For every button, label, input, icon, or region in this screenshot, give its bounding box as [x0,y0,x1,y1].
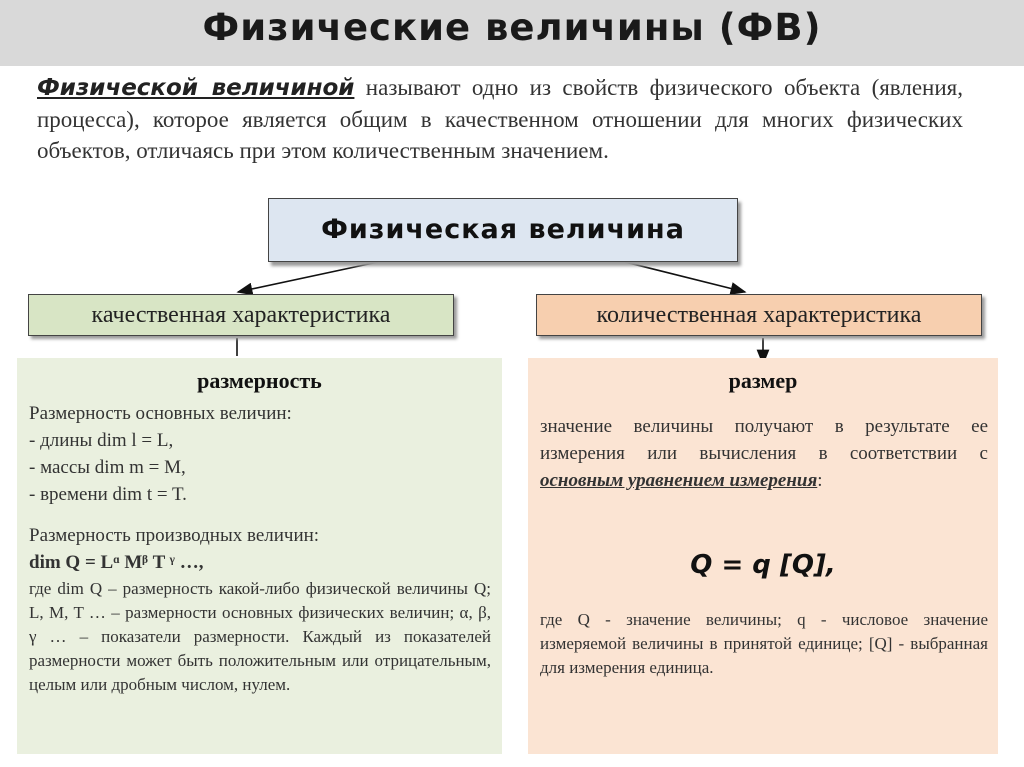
dimension-panel-title: размерность [197,368,322,393]
arrow-to-qualitative [238,262,378,292]
size-panel [528,358,998,754]
central-concept-box: Физическая величина [268,198,738,262]
size-description-text: значение величины получают в результате ее измерения или вычисления в соответствии с [540,416,988,464]
definition-text: называют одно из свойств физического объекта (явления, процесса), которое является общим в качественном отношении для многих физических объектов, отличаясь при этом количественным значением. [37,75,963,163]
basic-dimensions-heading: Размерность основных величин: [29,403,292,424]
qualitative-characteristic-box: качественная характеристика [28,294,454,336]
page-title: Физические величины (ФВ) [202,6,822,49]
dimension-panel [17,358,502,754]
derived-dimension-explanation: где dim Q – размерность какой-либо физической величины Q; L, M, T … – размерности основных физических величин; α, β, γ … – показатели размерности. Каждый из показателей размерности может быть положительным или отрицательным, целым или дробным числом, нулем. [29,579,491,694]
quantitative-characteristic-box: количественная характеристика [536,294,982,336]
basic-dimension-length: - длины dim l = L, [29,430,174,451]
size-panel-title: размер [728,368,798,393]
derived-dimensions-heading: Размерность производных величин: [29,525,320,546]
size-description [540,413,988,494]
arrow-to-quantitative [625,262,745,292]
measurement-equation-explanation: где Q - значение величины; q - числовое значение измеряемой величины в принятой единице; [Q] - выбранная для измерения единица. [540,610,988,677]
measurement-equation: Q = q [Q], [690,550,836,580]
basic-dimension-time: - времени dim t = T. [29,484,187,505]
size-description-colon: : [817,470,823,491]
basic-dimension-mass: - массы dim m = M, [29,457,186,478]
main-measurement-equation-term: основным уравнением измерения [540,470,818,491]
defined-term: Физической величиной [37,75,355,101]
derived-dimension-formula: dim Q = Lᵅ Mᵝ T ᵞ …, [29,552,204,573]
